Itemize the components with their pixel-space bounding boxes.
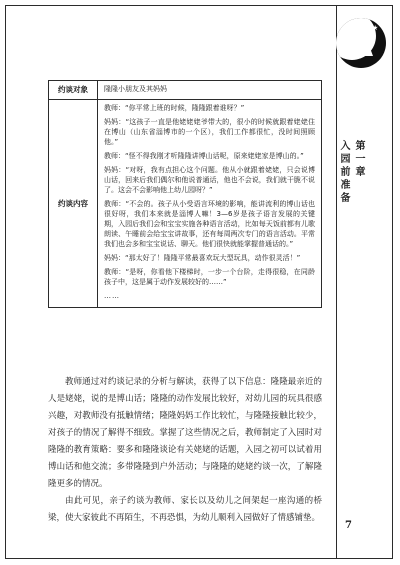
dialogue-line: 妈妈：“对呀，我有点担心这个问题。他从小就跟着姥姥，只会说博山话，回来后我们偶尔和他说普通话，他也不会说，我们就干脆不说了。这会不会影响他上幼儿园呀？”: [104, 166, 315, 194]
dialogue-line: 教师：“怪不得我刚才听隆隆讲博山话呢，原来姥姥家是博山的。”: [104, 152, 304, 160]
side-band: [336, 6, 392, 558]
moon-tree-emblem-icon: [336, 18, 386, 68]
body-paragraph: 由此可见，亲子约谈为教师、家长以及幼儿之间架起一座沟通的桥梁，使大家彼此不再陌生，不再恐惧，为幼儿顺利入园做好了情感铺垫。: [48, 496, 322, 523]
dialogue-line: 教师：“你平常上班的时候，隆隆跟着谁呀？”: [104, 104, 245, 112]
target-label: 约谈对象: [49, 81, 98, 100]
body-paragraph: 教师通过对约谈记录的分析与解读，获得了以下信息：隆隆最亲近的人是姥姥，说的是博山话；隆隆的动作发展比较好，对幼儿园的玩具很感兴趣，对教师没有抵触情绪；隆隆妈妈工作比较忙，与隆隆接触比较少，对孩子的情况了解得不细致。掌握了这些情况之后，教师制定了入园时对隆隆的教育策略：要多和隆隆谈论有关姥姥的话题，入园之初可以试着用博山话和他交流；多带隆隆到户外活动；与隆隆的姥姥约谈一次，了解隆隆更多的情况。: [48, 377, 322, 489]
dialogue-line: 妈妈：“那太好了！隆隆平常最喜欢玩大型玩具，动作很灵活！”: [104, 254, 301, 262]
table-row: [49, 81, 322, 100]
content-cell: [98, 100, 322, 308]
chapter-title: 入园前准备: [338, 140, 349, 205]
dialogue-line: 妈妈：“这孩子一直是他姥姥姥爷带大的，很小的时候就跟着姥姥住在博山（山东省淄博市的一个区），我们工作都很忙，没时间照顾他。”: [104, 118, 315, 146]
interview-record-table: [48, 80, 322, 308]
star-icon: ★: [372, 24, 379, 32]
dialogue-line: 教师：“是呀，你看他下楼梯时，一步一个台阶，走得很稳，在同龄孩子中，这是属于动作发展较好的……”: [104, 268, 315, 286]
target-value: 隆隆小朋友及其妈妈: [98, 81, 322, 100]
table-row: [49, 100, 322, 308]
star-icon: ★: [366, 32, 371, 38]
chapter-heading: [338, 140, 366, 205]
page-number: 7: [345, 520, 352, 531]
ellipsis: ……: [104, 292, 120, 300]
tree-icon: [361, 40, 373, 56]
chapter-label: 第一章: [353, 140, 364, 179]
content-label: 约谈内容: [49, 100, 98, 308]
dialogue-line: 教师：“不会的。孩子从小受语言环境的影响，能讲流利的博山话也很好呀，我们本来就是淄博人嘛！3—6岁是孩子语言发展的关键期，入园后我们会和宝宝实施各种语言活动，比如每天饭前都有儿歌朗读、午睡前会给宝宝讲故事，还有每周两次专门的语言活动。平常我们也会多和宝宝说话、聊天。他们很快就能掌握普通话的。”: [104, 200, 315, 248]
body-text: [48, 374, 322, 527]
